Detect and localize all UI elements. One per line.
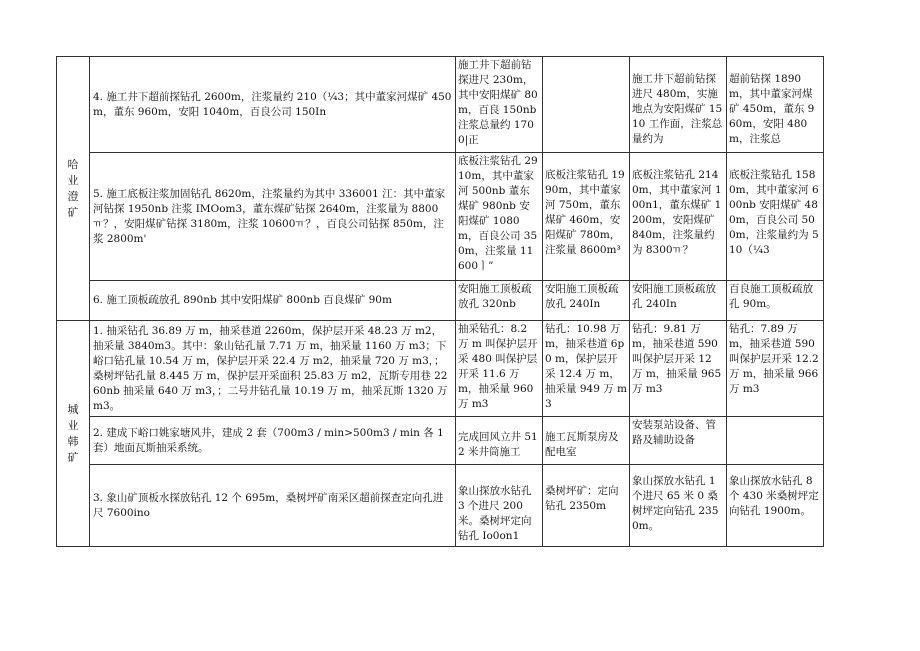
table-row — [57, 281, 824, 321]
progress-text: 完成回风立井 512 米井筒施工 — [458, 431, 538, 458]
progress-cell: 百良施工顶板疏放孔 90m。 — [727, 281, 824, 321]
progress-text: 象山探放水钻孔 3 个进尺 200 米。桑树坪定向钻孔 Io0on1 — [458, 485, 532, 542]
progress-text: 超前钻探 1890m，其中董家河煤矿 450m，董东 960m，安阳 480m，注浆总 — [729, 73, 815, 145]
progress-cell — [727, 465, 824, 547]
progress-cell — [727, 417, 824, 465]
progress-cell — [630, 465, 727, 547]
progress-text: 施工井下超前钻探进尺 230m，其中安阳煤矿 80m，百良 150nb 注浆总量约 1700|正 — [458, 59, 538, 146]
progress-cell — [456, 465, 543, 547]
progress-text: 底板注浆钻孔 1990m，其中董家河 750m，董东煤矿 460m，安阳煤矿 780m，注浆量 8600m³ — [545, 169, 625, 256]
progress-cell: 钻孔：9.81 万 m，抽采巷道 590 叫保护层开采 12 万 m，抽采量 965 万 m3 — [630, 321, 727, 417]
progress-cell — [543, 465, 630, 547]
progress-cell — [543, 153, 630, 281]
progress-cell: 安装泵站设备、管路及辅助设备 — [630, 417, 727, 465]
progress-cell: 安阳施工顶板疏放孔 240In — [543, 281, 630, 321]
progress-text: 施工井下超前钻探进尺 480m，实施地点为安阳煤矿 1510 工作面，注浆总量约为 — [632, 73, 723, 145]
mine-name-cell — [57, 321, 90, 547]
mine-name-cell — [57, 57, 90, 321]
progress-cell — [630, 153, 727, 281]
table-row — [57, 153, 824, 281]
table-row — [57, 57, 824, 153]
progress-cell — [456, 417, 543, 465]
progress-cell: 钻孔：10.98 万 m，抽采巷道 6p 0 m，保护层开采 12.4 万 m，抽采量 949 万 m3 — [543, 321, 630, 417]
table-row — [57, 465, 824, 547]
progress-text: 施工瓦斯泵房及配电室 — [545, 431, 619, 458]
table-row — [57, 321, 824, 417]
progress-cell — [727, 57, 824, 153]
progress-cell — [630, 57, 727, 153]
mine-name: 哈业澄矿 — [67, 157, 79, 219]
progress-cell — [456, 57, 543, 153]
progress-cell — [543, 417, 630, 465]
progress-text: 底板注浆钻孔 1580m，其中董家河 600nb 安阳煤矿 480m，百良公司 500m，注浆量约为 510（¼3 — [729, 169, 819, 256]
progress-cell: 钻孔：7.89 万 m，抽采巷道 590 叫保护层开采 12.2 万 m，抽采量 966 万 m3 — [727, 321, 824, 417]
progress-cell: 安阳施工顶板疏放孔 320nb — [456, 281, 543, 321]
task-cell: 4. 施工井下超前探钻孔 2600m，注浆量约 210（¼3；其中董家河煤矿 450m，董东 960m，安阳 1040m，百良公司 150In — [90, 57, 456, 153]
progress-cell — [727, 153, 824, 281]
task-cell: 1. 抽采钻孔 36.89 万 m，抽采巷道 2260m，保护层开采 48.23 万 m2，抽采量 3840m3。其中：象山钻孔量 7.71 万 m，抽采量 1160 万 m3；下峪口钻孔量 10.54 万 m，保护层开采 22.4 万 m2，抽采量 720 万 m3，；桑树坪钻孔量 8.445 万 m，保护层开采面积 25.83 万 m2，瓦斯专用巷 2260nb 抽采量 640 万 m3，；二号井钻孔量 10.19 万 m，抽采瓦斯 1320 万 m3。 — [90, 321, 456, 417]
task-cell: 2. 建成下峪口姚家塘风井，建成 2 套（700m3 / min>500m3 / min 各 1 套）地面瓦斯抽采系统。 — [90, 417, 456, 465]
progress-cell — [543, 57, 630, 153]
task-cell: 5. 施工底板注浆加固钻孔 8620m，注浆量约为其中 336001 江：其中董家河钻探 1950nb 注浆 IMOom3，董东煤矿钻探 2640m，注浆量为 8800ㅠ？，安阳煤矿钻探 3180m，注浆 10600ㅠ？，百良公司钻探 850m，注浆 2800m' — [90, 153, 456, 281]
progress-text: 底板注浆钻孔 2140m，其中董家河 100n1，董东煤矿 1200m，安阳煤矿 840m，注浆量约为 8300ㅠ？ — [632, 169, 722, 256]
progress-cell: 抽采钻孔：8.2 万 m 叫保护层开采 480 叫保护层开采 11.6 万 m，抽采量 960 万 m3 — [456, 321, 543, 417]
progress-text: 象山探放水钻孔 1 个进尺 65 米 0 桑树坪定向钻孔 2350m。 — [632, 475, 719, 532]
progress-cell: 底板注浆钻孔 2910m，其中董家河 500nb 董东煤矿 980nb 安阳煤矿 1080m，百良公司 350m，注浆量 11600ㅣ” — [456, 153, 543, 281]
progress-text: 象山探放水钻孔 8 个 430 米桑树坪定向钻孔 1900m。 — [729, 475, 819, 517]
task-cell: 3. 象山矿顶板水探放钻孔 12 个 695m，桑树坪矿南采区超前探查定向孔进尺 7600ino — [90, 465, 456, 547]
progress-cell: 安阳施工顶板疏放孔 240In — [630, 281, 727, 321]
task-cell: 6. 施工顶板疏放孔 890nb 其中安阳煤矿 800nb 百良煤矿 90m — [90, 281, 456, 321]
progress-text: 桑树坪矿：定向钻孔 2350m — [545, 485, 619, 512]
mine-name: 城业韩矿 — [67, 402, 79, 464]
plan-table — [56, 56, 824, 547]
table-row — [57, 417, 824, 465]
